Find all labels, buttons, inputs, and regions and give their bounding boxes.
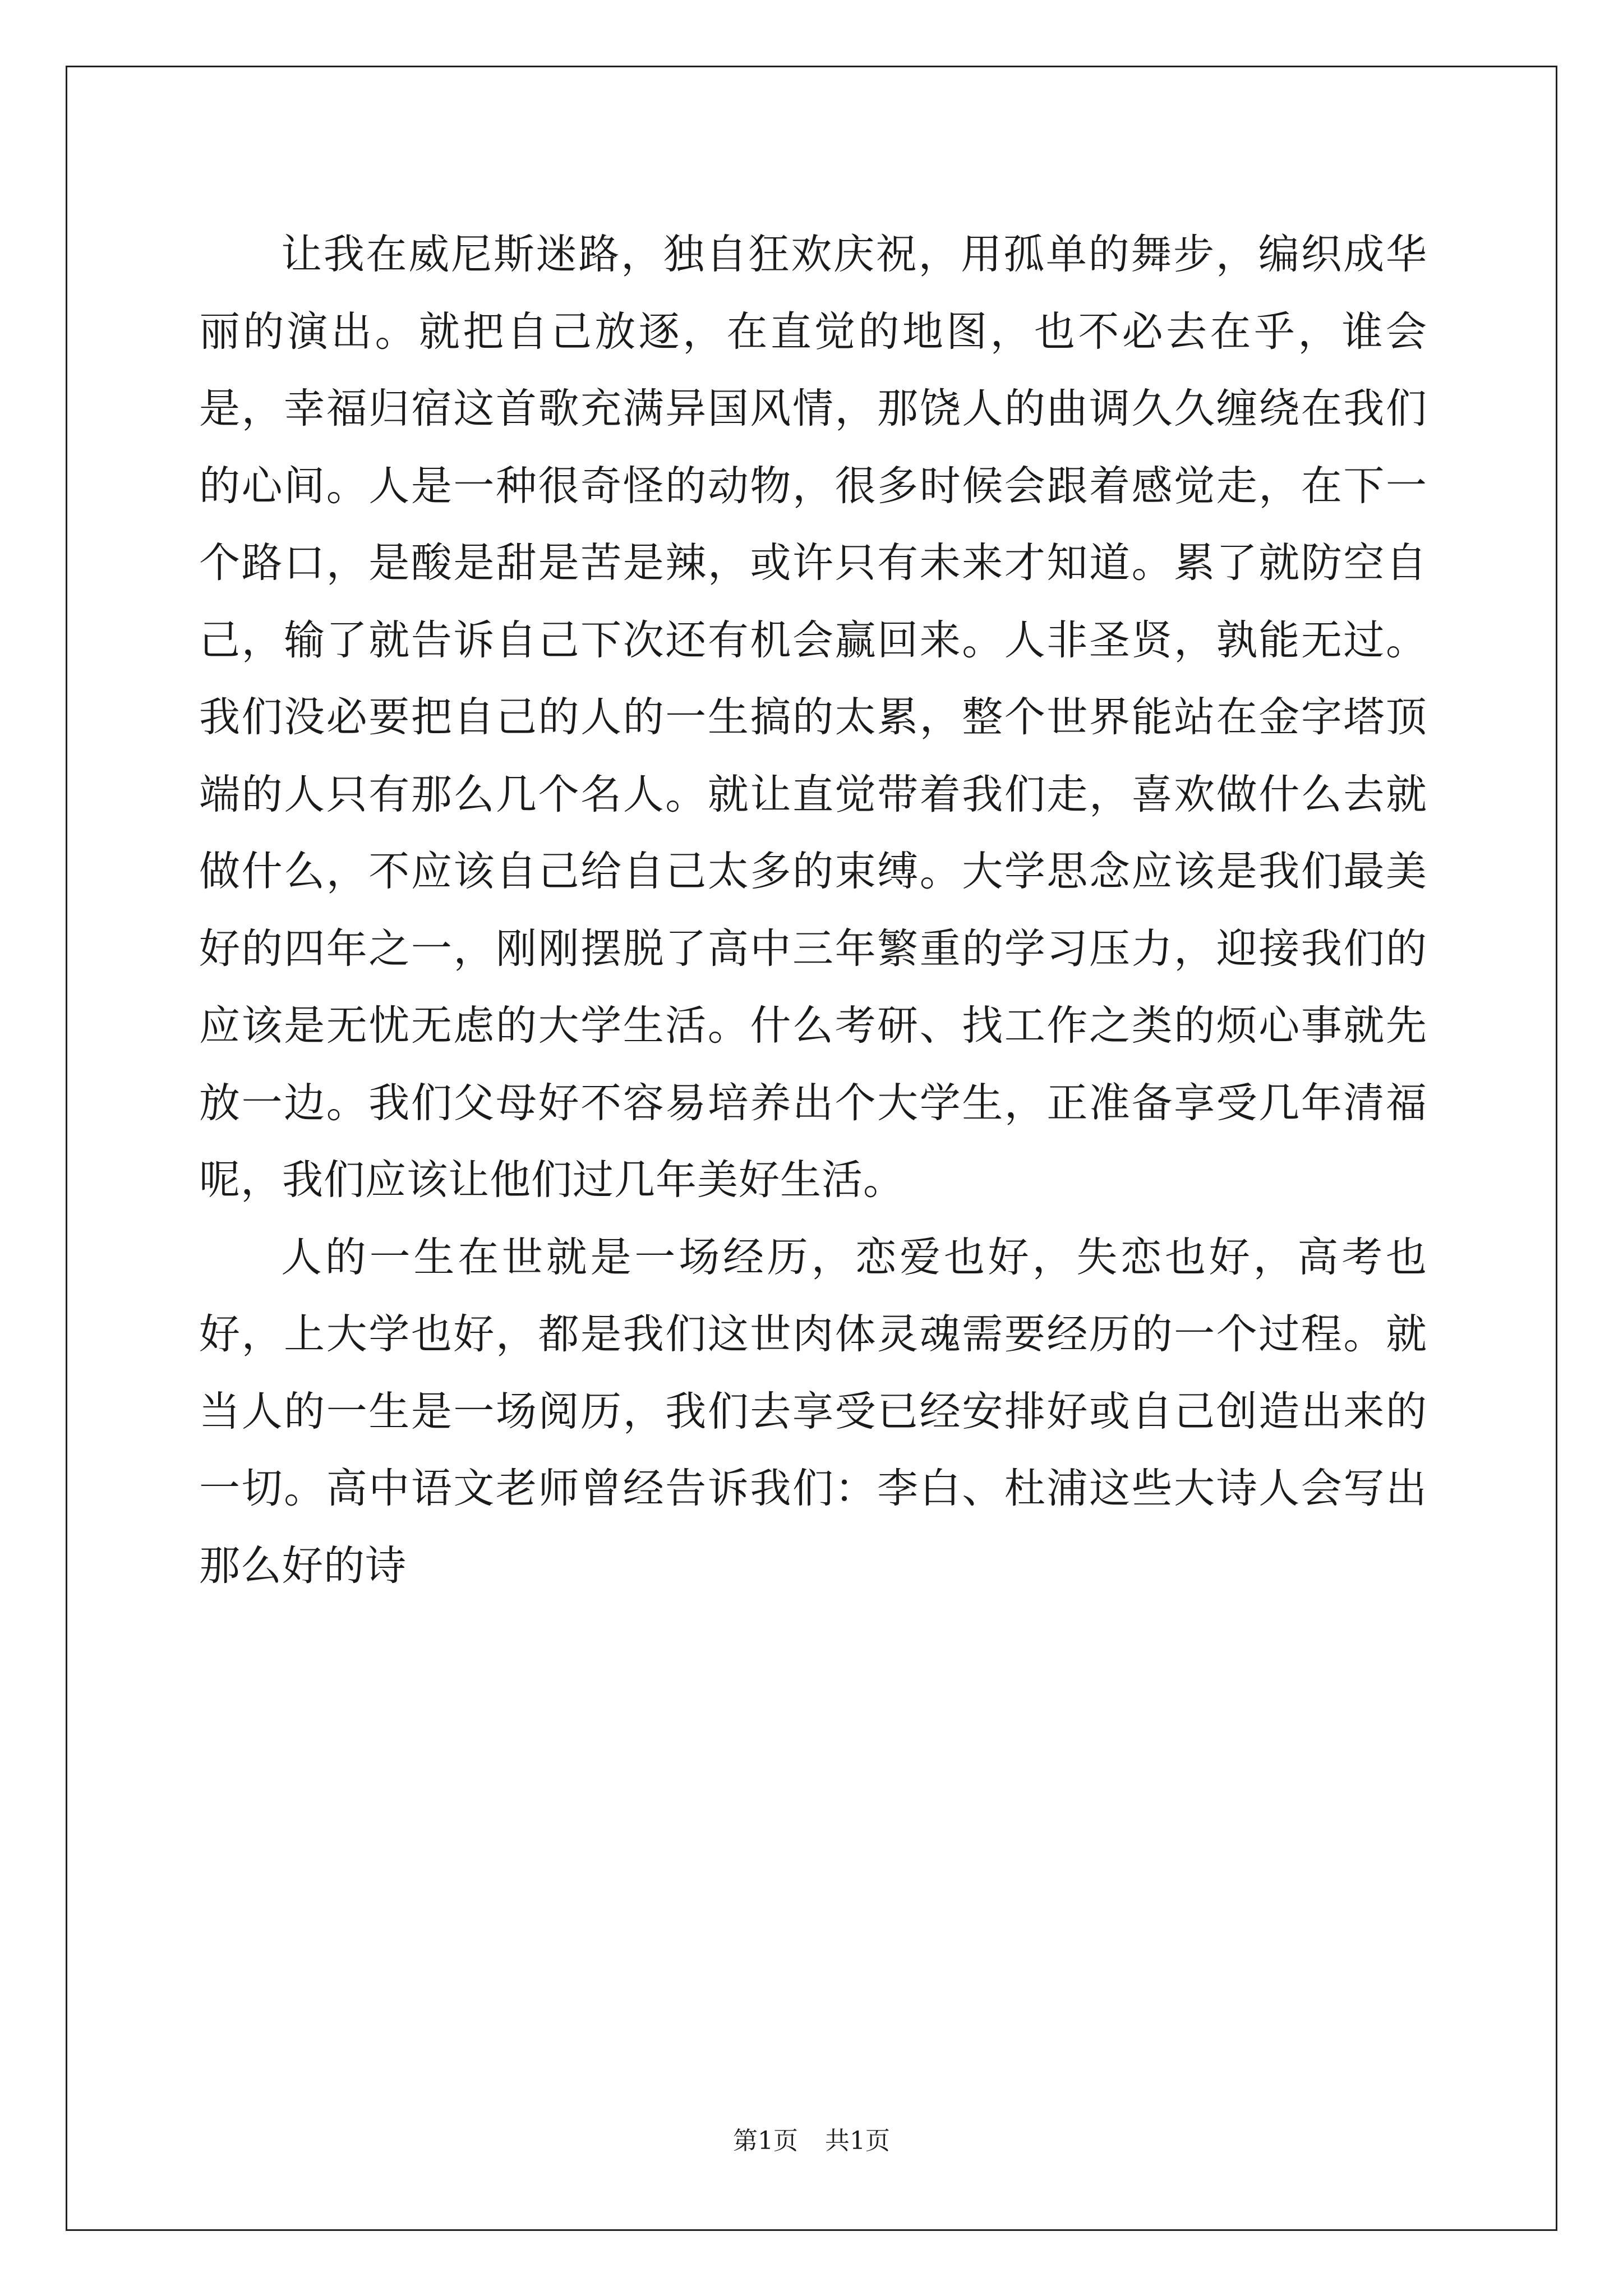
page-footer: [0, 2120, 1623, 2156]
page-total: 共1页: [825, 2127, 890, 2155]
document-body: [199, 216, 1427, 1604]
paragraph-1: 让我在威尼斯迷路，独自狂欢庆祝，用孤单的舞步，编织成华丽的演出。就把自己放逐，在直觉的地图，也不必去在乎，谁会是，幸福归宿这首歌充满异国风情，那饶人的曲调久久缠绕在我们的心间。人是一种很奇怪的动物，很多时候会跟着感觉走，在下一个路口，是酸是甜是苦是辣，或许只有未来才知道。累了就防空自己，输了就告诉自己下次还有机会赢回来。人非圣贤，孰能无过。我们没必要把自己的人的一生搞的太累，整个世界能站在金字塔顶端的人只有那么几个名人。就让直觉带着我们走，喜欢做什么去就做什么，不应该自己给自己太多的束缚。大学思念应该是我们最美好的四年之一，刚刚摆脱了高中三年繁重的学习压力，迎接我们的应该是无忧无虑的大学生活。什么考研、找工作之类的烦心事就先放一边。我们父母好不容易培养出个大学生，正准备享受几年清福呢，我们应该让他们过几年美好生活。: [199, 231, 1427, 1204]
page-number: 第1页: [733, 2127, 798, 2155]
paragraph-2: 人的一生在世就是一场经历，恋爱也好，失恋也好，高考也好，上大学也好，都是我们这世肉体灵魂需要经历的一个过程。就当人的一生是一场阅历，我们去享受已经安排好或自己创造出来的一切。高中语文老师曾经告诉我们：李白、杜浦这些大诗人会写出那么好的诗: [199, 1233, 1427, 1590]
